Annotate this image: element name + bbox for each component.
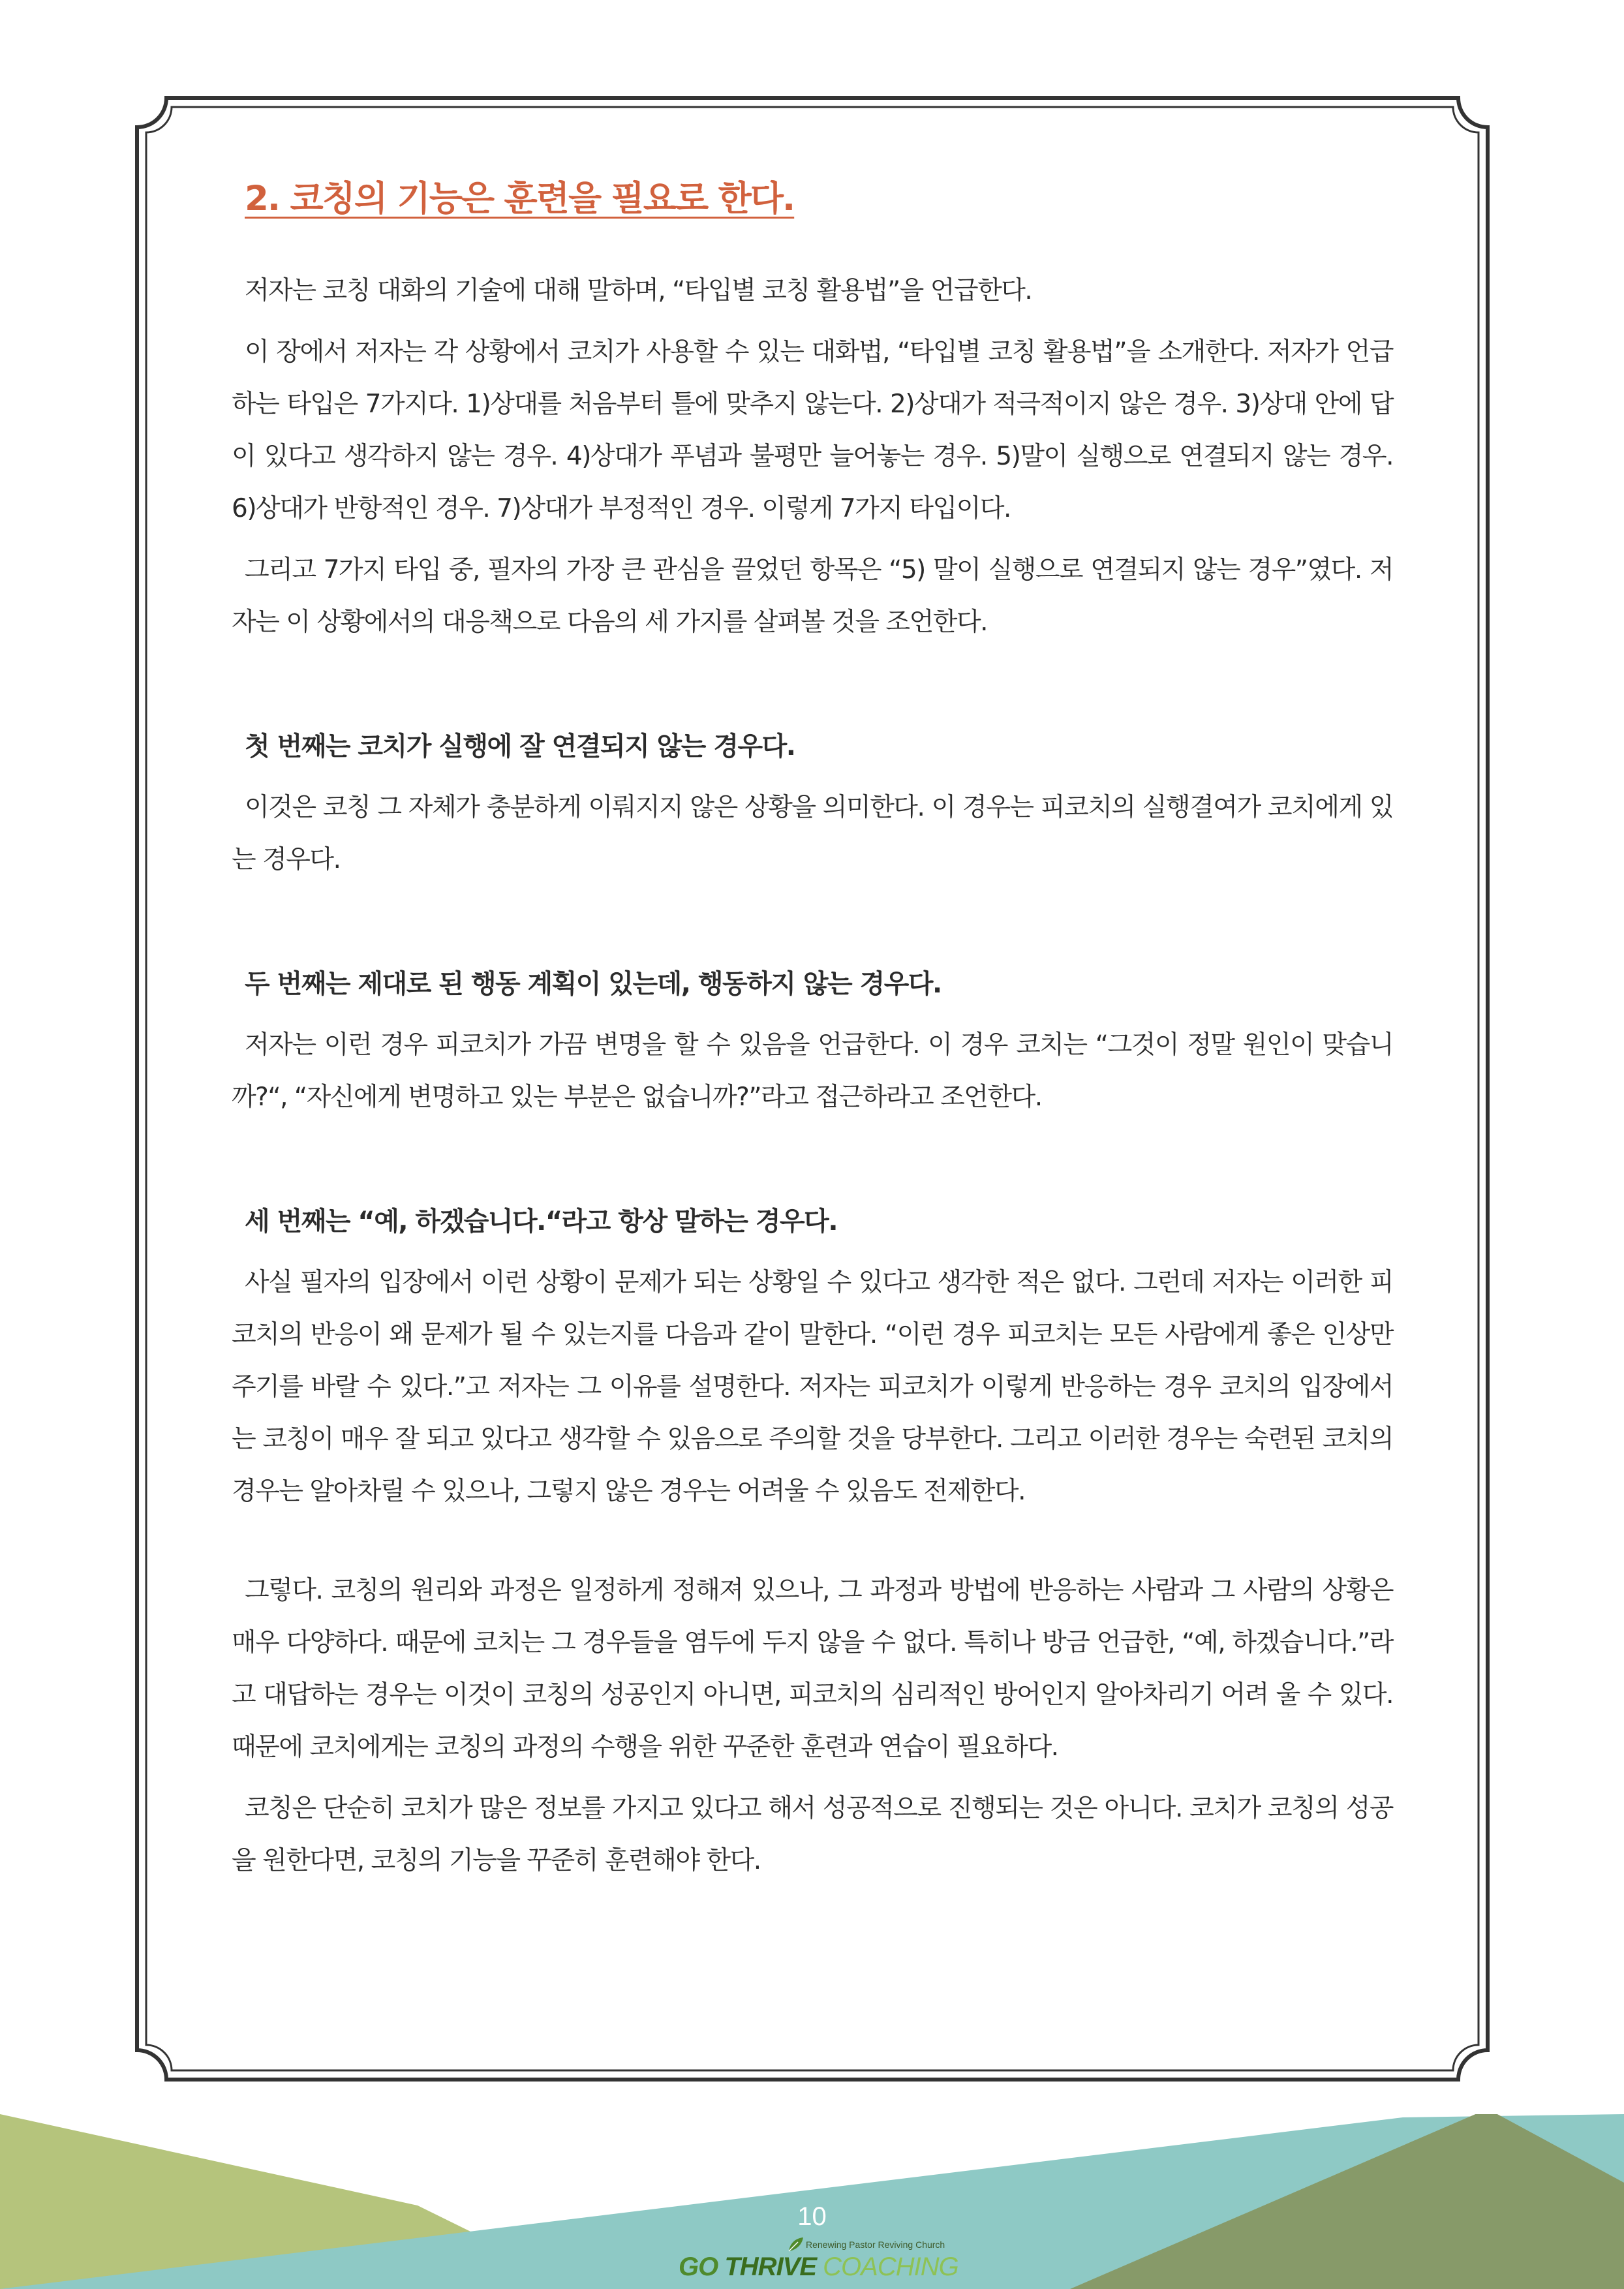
go-thrive-coaching-logo [679,2239,958,2289]
intro-paragraph-3: 그리고 7가지 타입 중, 필자의 가장 큰 관심을 끌었던 항목은 “5) 말이 실행으로 연결되지 않는 경우”였다. 저자는 이 상황에서의 대응책으로 다음의 세 가지를 살펴볼 것을 조언한다. [232,555,1393,637]
leaf-icon [786,2235,804,2254]
section3-heading: 세 번째는 “예, 하겠습니다.“라고 항상 말하는 경우다. [245,1206,838,1237]
section3-body: 사실 필자의 입장에서 이런 상황이 문제가 되는 상황일 수 있다고 생각한 적은 없다. 그런데 저자는 이러한 피코치의 반응이 왜 문제가 될 수 있는지를 다음과 같이 말한다. “이런 경우 피코치는 모든 사람에게 좋은 인상만 주기를 바랄 수 있다.”고 저자는 그 이유를 설명한다. 저자는 피코치가 이렇게 반응하는 경우 코치의 입장에서는 코칭이 매우 잘 되고 있다고 생각할 수 있음으로 주의할 것을 당부한다. 그리고 이러한 경우는 숙련된 코치의 경우는 알아차릴 수 있으나, 그렇지 않은 경우는 어려울 수 있음도 전제한다. [232,1268,1393,1506]
logo-tagline: Renewing Pastor Reviving Church [806,2239,945,2250]
section1-body: 이것은 코칭 그 자체가 충분하게 이뤄지지 않은 상황을 의미한다. 이 경우는 피코치의 실행결여가 코치에게 있는 경우다. [232,793,1393,874]
document-body [232,157,1393,1887]
intro-paragraph-1: 저자는 코칭 대화의 기술에 대해 말하며, “타입별 코칭 활용법”을 언급한다. [245,276,1032,305]
logo-coaching: COACHING [823,2252,958,2281]
page-number: 10 [797,2202,827,2231]
conclusion-paragraph-2: 코칭은 단순히 코치가 많은 정보를 가지고 있다고 해서 성공적으로 진행되는 것은 아니다. 코치가 코칭의 성공을 원한다면, 코칭의 기능을 꾸준히 훈련해야 한다. [232,1794,1393,1875]
page-title: 2. 코칭의 기능은 훈련을 필요로 한다. [245,179,795,219]
section2-body: 저자는 이런 경우 피코치가 가끔 변명을 할 수 있음을 언급한다. 이 경우 코치는 “그것이 정말 원인이 맞습니까?“, “자신에게 변명하고 있는 부분은 없습니까?”라고 접근하라고 조언한다. [232,1030,1393,1112]
section2-heading: 두 번째는 제대로 된 행동 계획이 있는데, 행동하지 않는 경우다. [245,969,942,999]
logo-wordmark [679,2252,958,2282]
logo-thrive: THRIVE [724,2252,817,2281]
conclusion-paragraph-1: 그렇다. 코칭의 원리와 과정은 일정하게 정해져 있으나, 그 과정과 방법에 반응하는 사람과 그 사람의 상황은 매우 다양하다. 때문에 코치는 그 경우들을 염두에 두지 않을 수 없다. 특히나 방금 언급한, “예, 하겠습니다.”라고 대답하는 경우는 이것이 코칭의 성공인지 아니면, 피코치의 심리적인 방어인지 알아차리기 어려 울 수 있다. 때문에 코치에게는 코칭의 과정의 수행을 위한 꾸준한 훈련과 연습이 필요하다. [232,1576,1393,1762]
section1-heading: 첫 번째는 코치가 실행에 잘 연결되지 않는 경우다. [245,731,795,761]
intro-paragraph-2: 이 장에서 저자는 각 상황에서 코치가 사용할 수 있는 대화법, “타입별 코칭 활용법”을 소개한다. 저자가 언급하는 타입은 7가지다. 1)상대를 처음부터 틀에 맞추지 않는다. 2)상대가 적극적이지 않은 경우. 3)상대 안에 답이 있다고 생각하지 않는 경우. 4)상대가 푸념과 불평만 늘어놓는 경우. 5)말이 실행으로 연결되지 않는 경우. 6)상대가 반항적인 경우. 7)상대가 부정적인 경우. 이렇게 7가지 타입이다. [232,337,1393,523]
logo-go: GO [679,2252,718,2281]
